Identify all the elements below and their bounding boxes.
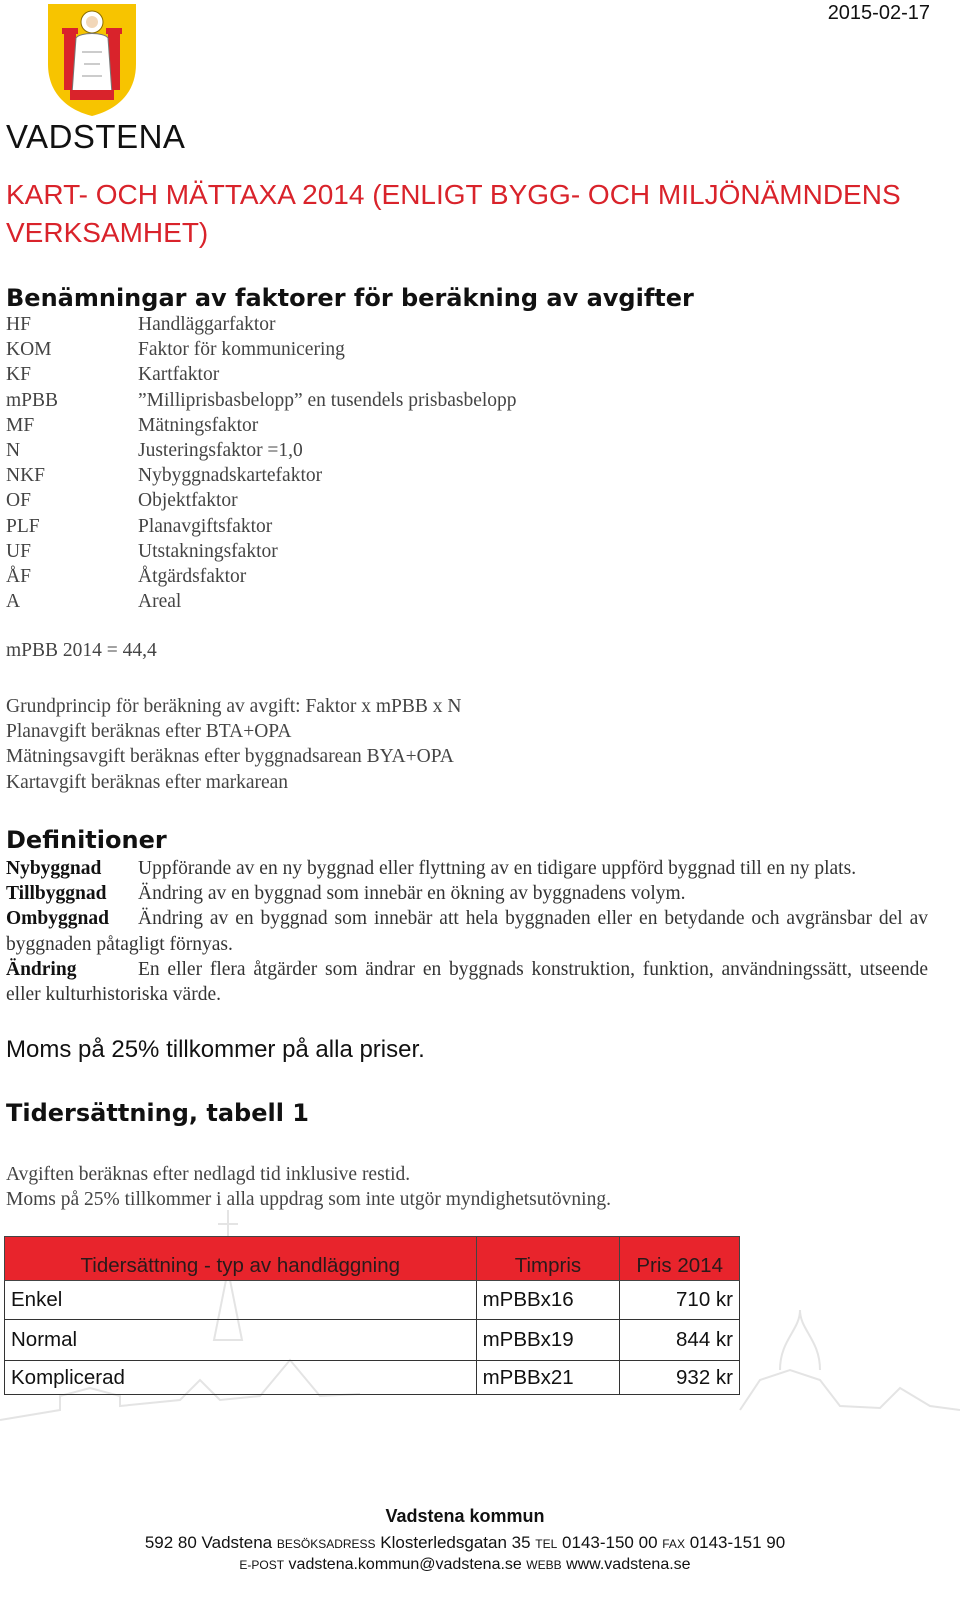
definition-term: Nybyggnad [6,858,102,879]
factors-heading: Benämningar av faktorer för beräkning av avgifter [6,284,694,312]
principle-line: Mätningsavgift beräknas efter byggnadsarean BYA+OPA [6,746,454,768]
factor-abbr: NKF [6,465,46,487]
definition-term: Tillbyggnad [6,883,107,905]
document-date: 2015-02-17 [827,2,930,24]
factor-abbr: HF [6,314,31,335]
footer-online-line [0,1556,930,1574]
footer-email-link[interactable]: vadstena.kommun@vadstena.se [288,1556,522,1573]
principle-line: Kartavgift beräknas efter markarean [6,771,289,793]
table-cell: 710 kr [620,1281,740,1320]
table-row [5,1361,740,1395]
factor-desc: Objektfaktor [138,490,238,512]
factor-row [6,589,517,614]
mpbb-value: mPBB 2014 = 44,4 [6,640,157,661]
document-title: KART- OCH MÄTTAXA 2014 (ENLIGT BYGG- OCH MILJÖNÄMNDENS VERKSAMHET) [6,179,901,248]
coat-of-arms-logo [46,2,138,118]
column-header-price: Pris 2014 [620,1237,740,1281]
factor-abbr: ÅF [6,565,31,587]
time-section-info [6,1162,611,1212]
definition-term: Ändring [6,958,77,980]
definition-item [6,906,928,956]
factor-row [6,438,517,463]
factor-list [6,312,517,614]
footer-email-label: E-POST [239,1558,285,1572]
footer-visit-address: Klosterledsgatan 35 [380,1533,531,1552]
definitions-list [6,856,928,1007]
factor-abbr: KOM [6,339,52,361]
table-cell: mPBBx19 [476,1320,620,1361]
definition-text: Uppförande av en ny byggnad eller flyttning av en tidigare uppförd byggnad till en ny plats. [138,858,857,879]
factor-row [6,463,517,488]
definition-text: En eller flera åtgärder som ändrar en byggnads konstruktion, funktion, användningssätt, utseende eller kulturhistoriska värde. [6,958,928,1006]
factor-row [6,413,517,438]
principle-line: Planavgift beräknas efter BTA+OPA [6,721,292,743]
factor-row [6,514,517,539]
factor-abbr: PLF [6,515,40,537]
definition-item [6,881,928,906]
vat-note: Moms på 25% tillkommer på alla priser. [6,1036,425,1063]
price-table [4,1236,740,1395]
factor-row [6,388,517,413]
factor-desc: Justeringsfaktor =1,0 [138,439,303,461]
factor-desc: Åtgärdsfaktor [138,565,247,587]
factor-desc: Mätningsfaktor [138,414,259,436]
table-row [5,1281,740,1320]
factor-row [6,539,517,564]
factor-desc: Faktor för kommunicering [138,339,345,361]
factor-row [6,312,517,337]
factor-desc: Areal [138,591,182,613]
definition-item [6,856,928,881]
table-cell: Normal [5,1320,477,1361]
factor-abbr: mPBB [6,389,59,411]
factor-abbr: OF [6,490,31,512]
column-header-hourly-rate: Timpris [476,1237,620,1281]
footer-fax: 0143-151 90 [689,1533,786,1552]
principle-line: Grundprincip för beräkning av avgift: Faktor x mPBB x N [6,696,462,717]
table-cell: mPBBx21 [476,1361,620,1395]
table-cell: 932 kr [620,1361,740,1395]
definition-text: Ändring av en byggnad som innebär att hela byggnaden eller en betydande och avgränsbar del av byggnaden påtagligt förnyas. [6,908,928,955]
footer-web-label: WEBB [526,1558,562,1572]
footer-web-link[interactable]: www.vadstena.se [566,1556,691,1573]
definition-item [6,957,928,1007]
definition-text: Ändring av en byggnad som innebär en ökning av byggnadens volym. [138,883,686,905]
footer-tel: 0143-150 00 [562,1533,658,1552]
footer-postal: 592 80 Vadstena [144,1533,273,1552]
info-line: Avgiften beräknas efter nedlagd tid inklusive restid. [6,1164,411,1185]
footer-contact-line [0,1533,930,1553]
table-cell: 844 kr [620,1320,740,1361]
principles-block [6,694,461,795]
factor-desc: Utstakningsfaktor [138,540,278,562]
table-cell: Komplicerad [5,1361,477,1395]
column-header-type: Tidersättning - typ av handläggning [5,1237,477,1281]
definitions-heading: Definitioner [6,826,167,854]
footer-visit-label: BESÖKSADRESS [276,1537,376,1551]
factor-desc: Nybyggnadskartefaktor [138,465,323,487]
factor-desc: Planavgiftsfaktor [138,515,273,537]
table-cell: Enkel [5,1281,477,1320]
factor-row [6,362,517,387]
info-line: Moms på 25% tillkommer i alla uppdrag som inte utgör myndighetsutövning. [6,1189,611,1211]
factor-abbr: A [6,591,21,613]
factor-abbr: MF [6,414,35,436]
factor-desc: Kartfaktor [138,364,220,386]
factor-row [6,564,517,589]
footer-tel-label: TEL [535,1537,558,1551]
footer [0,1500,930,1574]
time-section-heading: Tidersättning, tabell 1 [6,1099,309,1127]
footer-fax-label: FAX [662,1537,685,1551]
factor-desc: Handläggarfaktor [138,314,276,335]
factor-desc: ”Milliprisbasbelopp” en tusendels prisbasbelopp [138,389,517,411]
factor-abbr: N [6,439,21,461]
table-cell: mPBBx16 [476,1281,620,1320]
factor-abbr: KF [6,364,31,386]
table-row [5,1320,740,1361]
footer-org-name: Vadstena kommun [385,1506,545,1526]
definition-term: Ombyggnad [6,908,109,930]
brand-wordmark: VADSTENA [6,118,186,155]
factor-row [6,488,517,513]
factor-row [6,337,517,362]
factor-abbr: UF [6,540,31,562]
